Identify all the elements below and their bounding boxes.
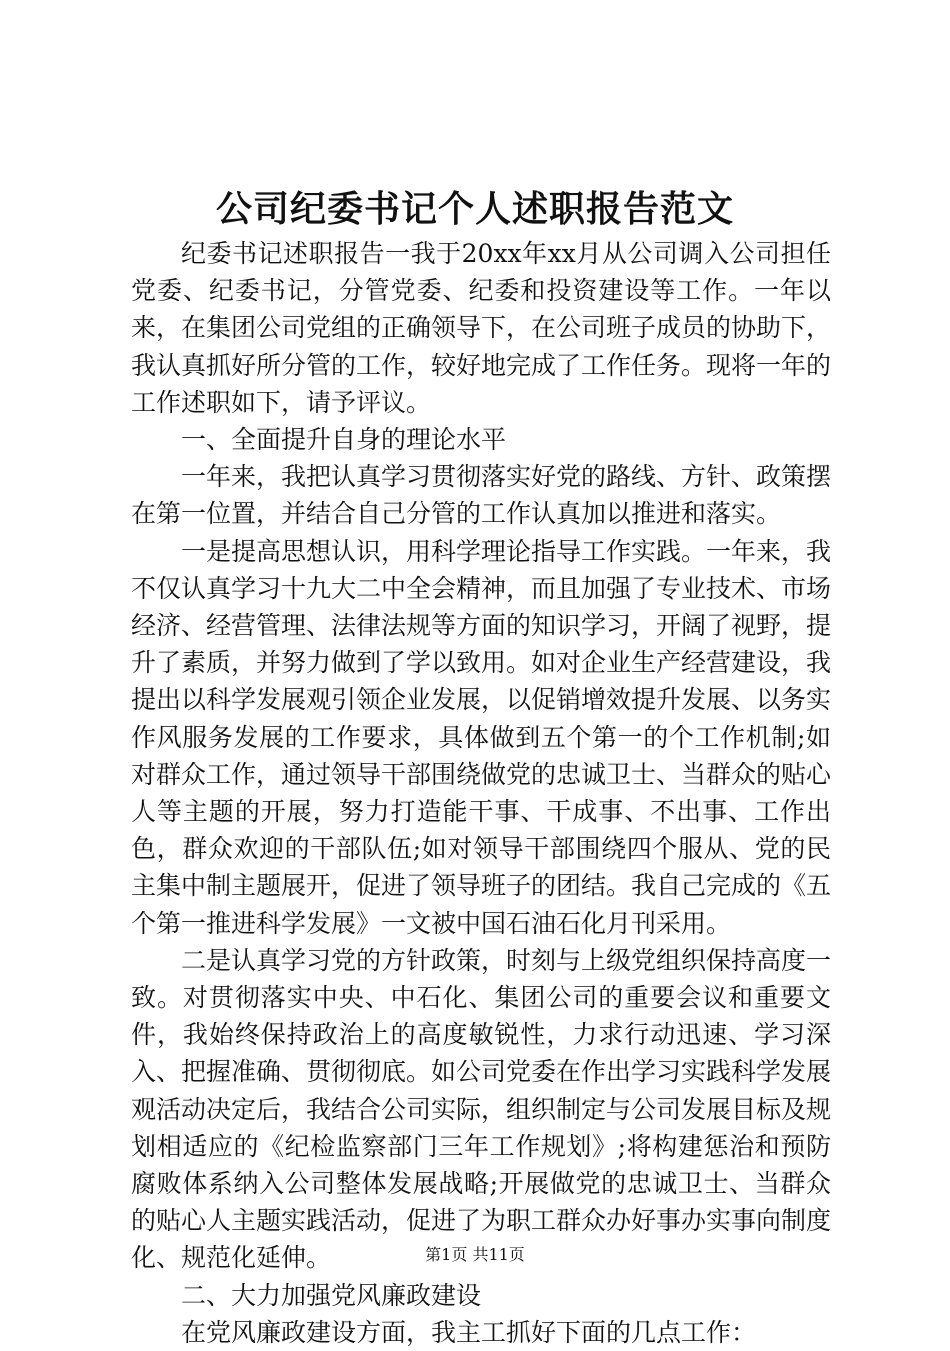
paragraph-section-2-intro: 在党风廉政建设方面，我主工抓好下面的几点工作： [181,1317,757,1347]
document-body [131,235,831,1351]
paragraph-point-1: 一是提高思想认识，用科学理论指导工作实践。一年来，我不仅认真学习十九大二中全会精神，而且加强了专业技术、市场经济、经营管理、法律法规等方面的知识学习，开阔了视野，提升了素质，并努力做到了学以致用。如对企业生产经营建设，我提出以科学发展观引领企业发展，以促销增效提升发展、以务实作风服务发展的工作要求，具体做到五个第一的个工作机制;如对群众工作，通过领导干部围绕做党的忠诚卫士、当群众的贴心人等主题的开展，努力打造能干事、干成事、不出事、工作出色，群众欢迎的干部队伍;如对领导干部围绕四个服从、党的民主集中制主题展开，促进了领导班子的团结。我自己完成的《五个第一推进科学发展》一文被中国石油石化月刊采用。 [131,536,832,938]
section-heading-1: 一、全面提升自身的理论水平 [181,425,507,455]
page-footer: 第1页 共11页 [425,1245,525,1264]
section-heading-2: 二、大力加强党风廉政建设 [181,1280,482,1310]
paragraph-intro: 纪委书记述职报告一我于20xx年xx月从公司调入公司担任党委、纪委书记，分管党委、纪委和投资建设等工作。一年以来，在集团公司党组的正确领导下，在公司班子成员的协助下，我认真抓好所分管的工作，较好地完成了工作任务。现将一年的工作述职如下，请予评议。 [131,239,832,417]
paragraph-point-2: 二是认真学习党的方针政策，时刻与上级党组织保持高度一致。对贯彻落实中央、中石化、集团公司的重要会议和重要文件，我始终保持政治上的高度敏锐性，力求行动迅速、学习深入、把握准确、贯彻彻底。如公司党委在作出学习实践科学发展观活动决定后，我结合公司实际，组织制定与公司发展目标及规划相适应的《纪检监察部门三年工作规划》;将构建惩治和预防腐败体系纳入公司整体发展战略;开展做党的忠诚卫士、当群众的贴心人主题实践活动，促进了为职工群众办好事办实事向制度化、规范化延伸。 [131,945,832,1273]
paragraph-section-1-intro: 一年来，我把认真学习贯彻落实好党的路线、方针、政策摆在第一位置，并结合自己分管的工作认真加以推进和落实。 [131,462,832,529]
document-title: 公司纪委书记个人述职报告范文 [215,188,734,230]
